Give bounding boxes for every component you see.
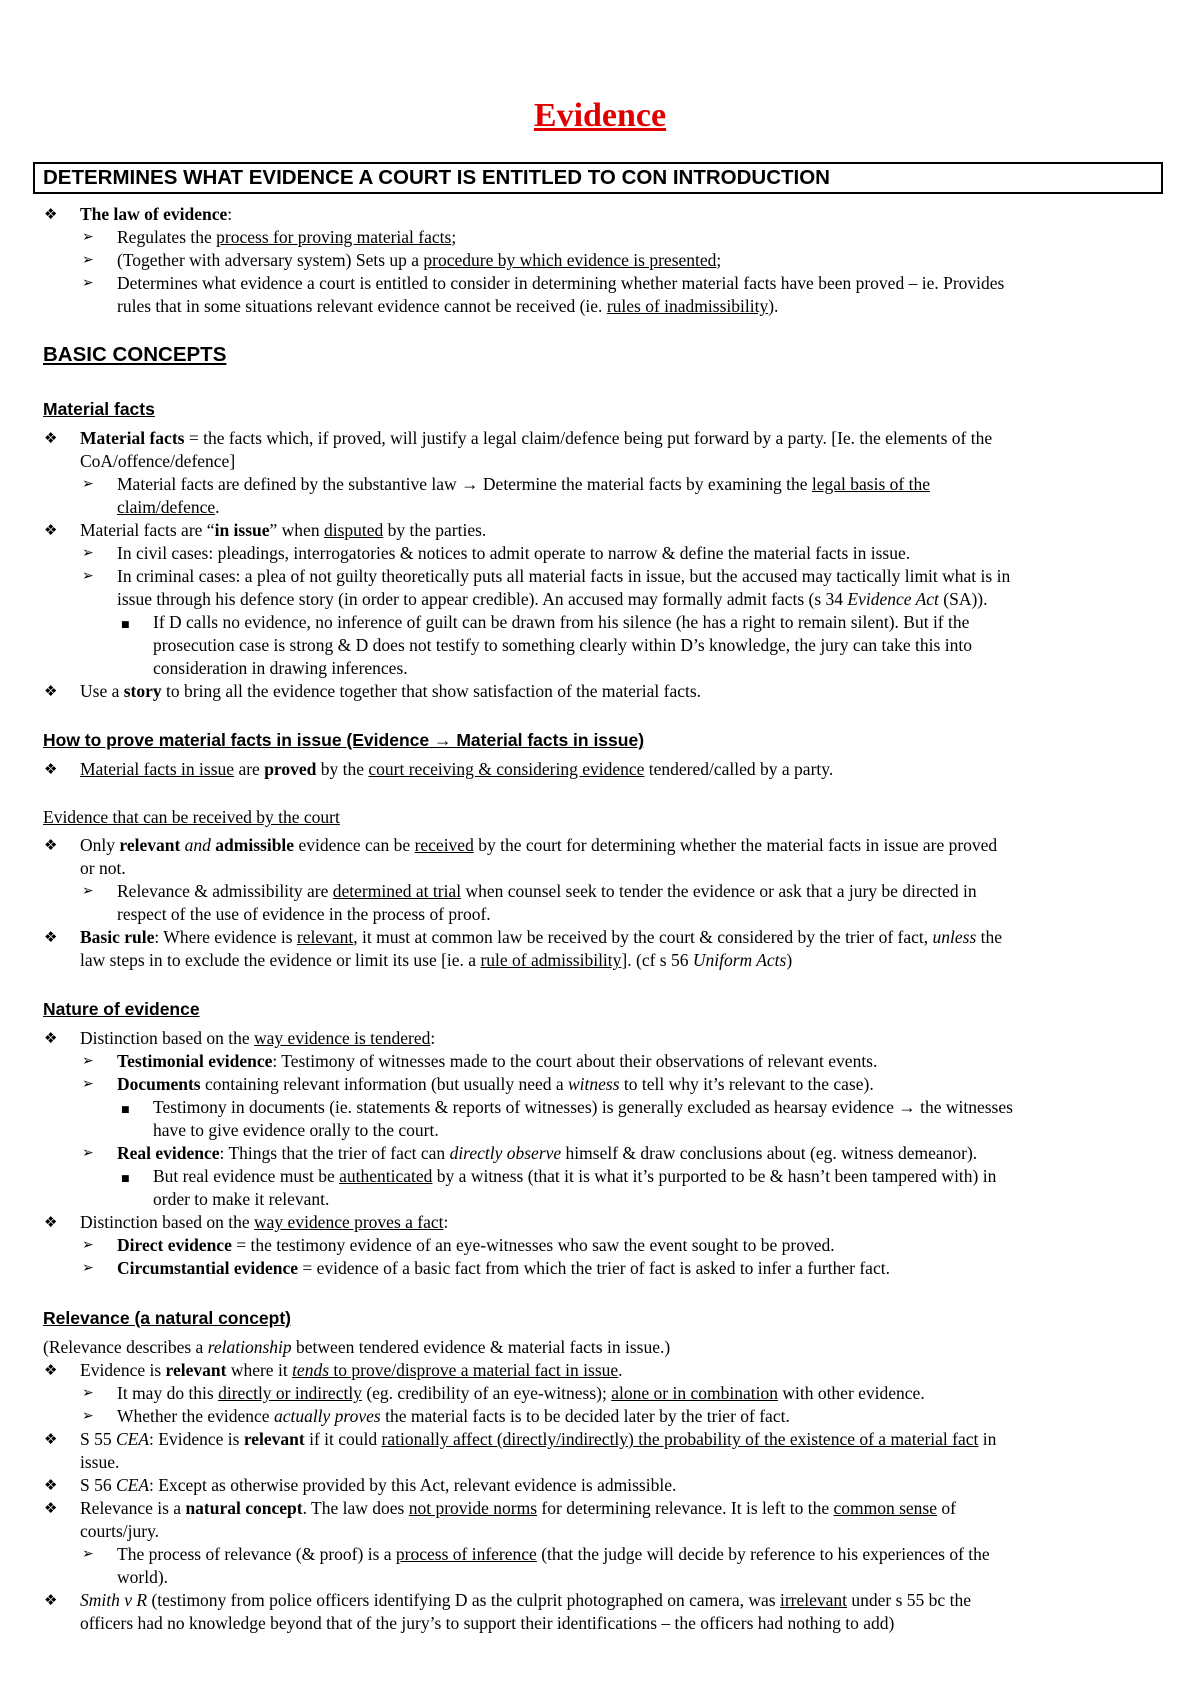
bold-text: proved [264,759,317,779]
arrow-bullet-icon: ➢ [82,476,94,492]
arrow-bullet-icon: ➢ [82,229,94,245]
arrow-bullet-icon: ➢ [82,1260,94,1276]
text: . [215,497,220,517]
bold-text: Direct evidence [117,1235,232,1255]
text: It may do this [117,1383,219,1403]
text: rules that in some situations relevant evidence cannot be received (ie. [117,296,607,316]
sub-bullet [117,1405,790,1428]
text: by the court for determining whether the material facts in issue are proved [473,835,998,855]
italic-text: relationship [207,1337,292,1357]
text: ) [786,950,793,970]
underlined-text: to prove/disprove a material fact in issue [329,1360,619,1380]
italic-text: Uniform Acts [692,950,787,970]
underlined-text: irrelevant [779,1590,848,1610]
sub-bullet [117,1073,874,1096]
bullet [80,834,997,857]
text: Material facts are “ [80,520,215,540]
text: by the [316,759,369,779]
text: himself & draw conclusions about (eg. witness demeanor). [561,1143,978,1163]
underlined-text: authenticated [339,1166,433,1186]
underlined-text: way evidence is tendered [254,1028,431,1048]
bold-text: admissible [215,835,295,855]
diamond-bullet-icon: ❖ [44,1213,58,1231]
square-bullet-icon: ■ [121,1174,130,1184]
underlined-text: not provide norms [408,1498,538,1518]
underlined-italic-text: tends [292,1360,330,1380]
diamond-bullet-icon: ❖ [44,1430,58,1448]
text: S 56 [80,1475,116,1495]
bullet-continuation: officers had no knowledge beyond that of the jury’s to support their identifications – the officers had nothing to add) [80,1613,895,1633]
tertiary-bullet [153,1165,996,1188]
section-header-box: DETERMINES WHAT EVIDENCE A COURT IS ENTITLED TO CON INTRODUCTION [33,162,1163,194]
bold-text: Material facts [80,428,185,448]
bold-text: relevant [119,835,181,855]
underlined-text: process of inference [395,1544,537,1564]
sub-bullet-continuation [117,496,220,519]
text: (Relevance describes a [43,1337,208,1357]
underlined-text: rules of inadmissibility [606,296,769,316]
text: . The law does [302,1498,409,1518]
text: Distinction based on the [80,1028,255,1048]
sub-bullet [117,473,930,496]
sub-bullet-continuation [117,295,778,318]
text: : [443,1212,449,1232]
text: = evidence of a basic fact from which the trier of fact is asked to infer a further fact. [297,1258,890,1278]
text: are [234,759,265,779]
underlined-text: legal basis of the [811,474,930,494]
italic-text: directly observe [449,1143,562,1163]
text: (that the judge will decide by reference to his experiences of the [536,1544,990,1564]
sub-bullet [117,1257,890,1280]
text: : [430,1028,436,1048]
bold-text: Documents [117,1074,201,1094]
underlined-text: relevant [296,927,354,947]
underlined-text: disputed [323,520,384,540]
tertiary-bullet-continuation: order to make it relevant. [153,1189,330,1209]
tertiary-bullet-continuation: have to give evidence orally to the court. [153,1120,439,1140]
italic-text: Smith v R [80,1590,148,1610]
bullet [80,427,992,450]
underlined-text: received [414,835,474,855]
material-facts-heading: Material facts [43,399,155,419]
text: issue through his defence story (in order to appear credible). An accused may formally admit facts (s 34 [117,589,848,609]
bold-text: Basic rule [80,927,155,947]
text: : Evidence is [149,1429,244,1449]
bold-text: relevant [165,1360,227,1380]
text: Relevance is a [80,1498,186,1518]
arrow-bullet-icon: ➢ [82,1408,94,1424]
bullet [80,926,1002,949]
text: , it must at common law be received by the court & considered by the trier of fact, [353,927,933,947]
text: (SA)). [938,589,988,609]
bullet [80,1359,623,1382]
text: evidence can be [294,835,415,855]
bold-text: relevant [243,1429,305,1449]
text: between tendered evidence & material facts in issue.) [291,1337,671,1357]
underlined-text: claim/defence [117,497,216,517]
bullet [80,1211,448,1234]
text: law steps in to exclude the evidence or limit its use [ie. a [80,950,481,970]
underlined-text: process for proving material facts [216,227,452,247]
text: . [618,1360,623,1380]
bullet-continuation: courts/jury. [80,1521,160,1541]
text: Distinction based on the [80,1212,255,1232]
underlined-text: way evidence proves a fact [254,1212,444,1232]
underlined-text: procedure by which evidence is presented [423,250,717,270]
italic-text: CEA [115,1429,150,1449]
text: to tell why it’s relevant to the case). [619,1074,874,1094]
underlined-text: alone or in combination [611,1383,778,1403]
sub-bullet [117,1234,835,1257]
law-of-evidence-bullet [80,203,232,226]
underlined-text: rule of admissibility [480,950,622,970]
text: But real evidence must be [153,1166,340,1186]
text: : Except as otherwise provided by this Act, relevant evidence is admissible. [149,1475,677,1495]
bullet-continuation: issue. [80,1452,120,1472]
text: Regulates the [117,227,217,247]
italic-text: actually proves [273,1406,381,1426]
arrow-bullet-icon: ➢ [82,1385,94,1401]
bullet [80,1027,435,1050]
bullet-continuation: CoA/offence/defence] [80,451,236,471]
text: Evidence is [80,1360,166,1380]
underlined-text: directly or indirectly [218,1383,362,1403]
arrow-bullet-icon: ➢ [82,1145,94,1161]
arrow-bullet-icon: ➢ [82,275,94,291]
italic-text: unless [932,927,977,947]
sub-bullet [117,249,721,272]
text: with other evidence. [777,1383,925,1403]
basic-concepts-heading: BASIC CONCEPTS [43,343,227,366]
bold-text: natural concept [185,1498,303,1518]
text: tendered/called by a party. [644,759,834,779]
underlined-text: Material facts in issue [80,759,235,779]
tertiary-bullet: Testimony in documents (ie. statements & reports of witnesses) is generally excluded as hearsay evidence → the witnesses [153,1097,1013,1117]
bold-text: Real evidence [117,1143,220,1163]
underlined-text: common sense [833,1498,937,1518]
sub-bullet: Determines what evidence a court is entitled to consider in determining whether material facts have been proved – ie. Provides [117,273,1005,293]
arrow-bullet-icon: ➢ [82,1546,94,1562]
text: : Testimony of witnesses made to the court about their observations of relevant events. [272,1051,878,1071]
sub-bullet [117,1543,990,1566]
relevance-heading: Relevance (a natural concept) [43,1308,291,1328]
text: (eg. credibility of an eye-witness); [361,1383,612,1403]
diamond-bullet-icon: ❖ [44,836,58,854]
text: ]. (cf s 56 [621,950,693,970]
bold-text: in issue [214,520,270,540]
arrow-bullet-icon: ➢ [82,883,94,899]
diamond-bullet-icon: ❖ [44,1591,58,1609]
text: ; [451,227,457,247]
text: = the testimony evidence of an eye-witnesses who saw the event sought to be proved. [231,1235,835,1255]
text: to bring all the evidence together that show satisfaction of the material facts. [161,681,702,701]
underlined-text: court receiving & considering evidence [368,759,645,779]
how-to-prove-heading: How to prove material facts in issue (Evidence → Material facts in issue) [43,730,645,750]
diamond-bullet-icon: ❖ [44,1361,58,1379]
underlined-text: rationally affect (directly/indirectly) the probability of the existence of a material fact [381,1429,979,1449]
arrow-bullet-icon: ➢ [82,252,94,268]
arrow-bullet-icon: ➢ [82,1076,94,1092]
document-title: Evidence [533,97,667,134]
italic-text: witness [568,1074,620,1094]
sub-bullet [117,880,977,903]
tertiary-bullet: If D calls no evidence, no inference of guilt can be drawn from his silence (he has a right to remain silent). But if the [153,612,970,632]
text: if it could [304,1429,382,1449]
bullet [80,1589,971,1612]
text: ; [716,250,722,270]
diamond-bullet-icon: ❖ [44,521,58,539]
arrow-bullet-icon: ➢ [82,1237,94,1253]
sub-bullet: In criminal cases: a plea of not guilty theoretically puts all material facts in issue, but the accused may tactically limit what is in [117,566,1011,586]
diamond-bullet-icon: ❖ [44,1476,58,1494]
square-bullet-icon: ■ [121,1105,130,1115]
text: by a witness (that it is what it’s purported to be & hasn’t been tampered with) in [432,1166,997,1186]
underlined-text: determined at trial [332,881,462,901]
bold-text: Circumstantial evidence [117,1258,298,1278]
diamond-bullet-icon: ❖ [44,760,58,778]
text: the material facts is to be decided later by the trier of fact. [380,1406,790,1426]
italic-text: CEA [115,1475,150,1495]
diamond-bullet-icon: ❖ [44,429,58,447]
text: where it [226,1360,293,1380]
text: : Things that the trier of fact can [219,1143,450,1163]
text: by the parties. [383,520,487,540]
text: (testimony from police officers identifying D as the culprit photographed on camera, was [147,1590,780,1610]
text: under s 55 bc the [847,1590,971,1610]
bullet-continuation [80,949,792,972]
italic-text: and [180,835,216,855]
bullet [80,1428,996,1451]
relevance-intro [43,1336,670,1359]
text: Use a [80,681,124,701]
text: of [937,1498,956,1518]
bullet [80,1497,956,1520]
text: The process of relevance (& proof) is a [117,1544,396,1564]
sub-bullet: In civil cases: pleadings, interrogatories & notices to admit operate to narrow & define the material facts in issue. [117,543,911,563]
bullet [80,519,486,542]
sub-bullet-continuation: world). [117,1567,169,1587]
diamond-bullet-icon: ❖ [44,682,58,700]
text: : Where evidence is [154,927,297,947]
text: (Together with adversary system) Sets up a [117,250,424,270]
tertiary-bullet-continuation: consideration in drawing inferences. [153,658,408,678]
bullet-continuation: or not. [80,858,126,878]
text: S 55 [80,1429,116,1449]
text: Only [80,835,120,855]
text: ” when [269,520,324,540]
text: containing relevant information (but usually need a [200,1074,568,1094]
bullet [80,680,701,703]
text: ). [768,296,779,316]
text: in [978,1429,997,1449]
text: the [976,927,1003,947]
arrow-bullet-icon: ➢ [82,1053,94,1069]
diamond-bullet-icon: ❖ [44,1029,58,1047]
sub-bullet [117,226,456,249]
sub-bullet [117,1382,925,1405]
diamond-bullet-icon: ❖ [44,205,58,223]
diamond-bullet-icon: ❖ [44,928,58,946]
square-bullet-icon: ■ [121,620,130,630]
bullet [80,1474,676,1497]
sub-bullet-continuation: respect of the use of evidence in the process of proof. [117,904,491,924]
arrow-bullet-icon: ➢ [82,545,94,561]
text: : [227,204,233,224]
text: when counsel seek to tender the evidence or ask that a jury be directed in [461,881,977,901]
received-subheading: Evidence that can be received by the court [43,807,340,827]
nature-of-evidence-heading: Nature of evidence [43,999,200,1019]
bold-text: The law of evidence [80,204,228,224]
text: Relevance & admissibility are [117,881,333,901]
tertiary-bullet-continuation: prosecution case is strong & D does not testify to something clearly within D’s knowledge, the jury can take this into [153,635,972,655]
bold-text: Testimonial evidence [117,1051,273,1071]
bullet [80,758,833,781]
italic-text: Evidence Act [847,589,939,609]
sub-bullet [117,1050,877,1073]
text: Material facts are defined by the substantive law → Determine the material facts by examining the [117,474,812,494]
sub-bullet [117,1142,977,1165]
diamond-bullet-icon: ❖ [44,1499,58,1517]
sub-bullet-continuation [117,588,988,611]
text: Whether the evidence [117,1406,274,1426]
bold-text: story [123,681,162,701]
arrow-bullet-icon: ➢ [82,568,94,584]
text: for determining relevance. It is left to the [537,1498,834,1518]
text: = the facts which, if proved, will justify a legal claim/defence being put forward by a party. [Ie. the elements of the [184,428,993,448]
